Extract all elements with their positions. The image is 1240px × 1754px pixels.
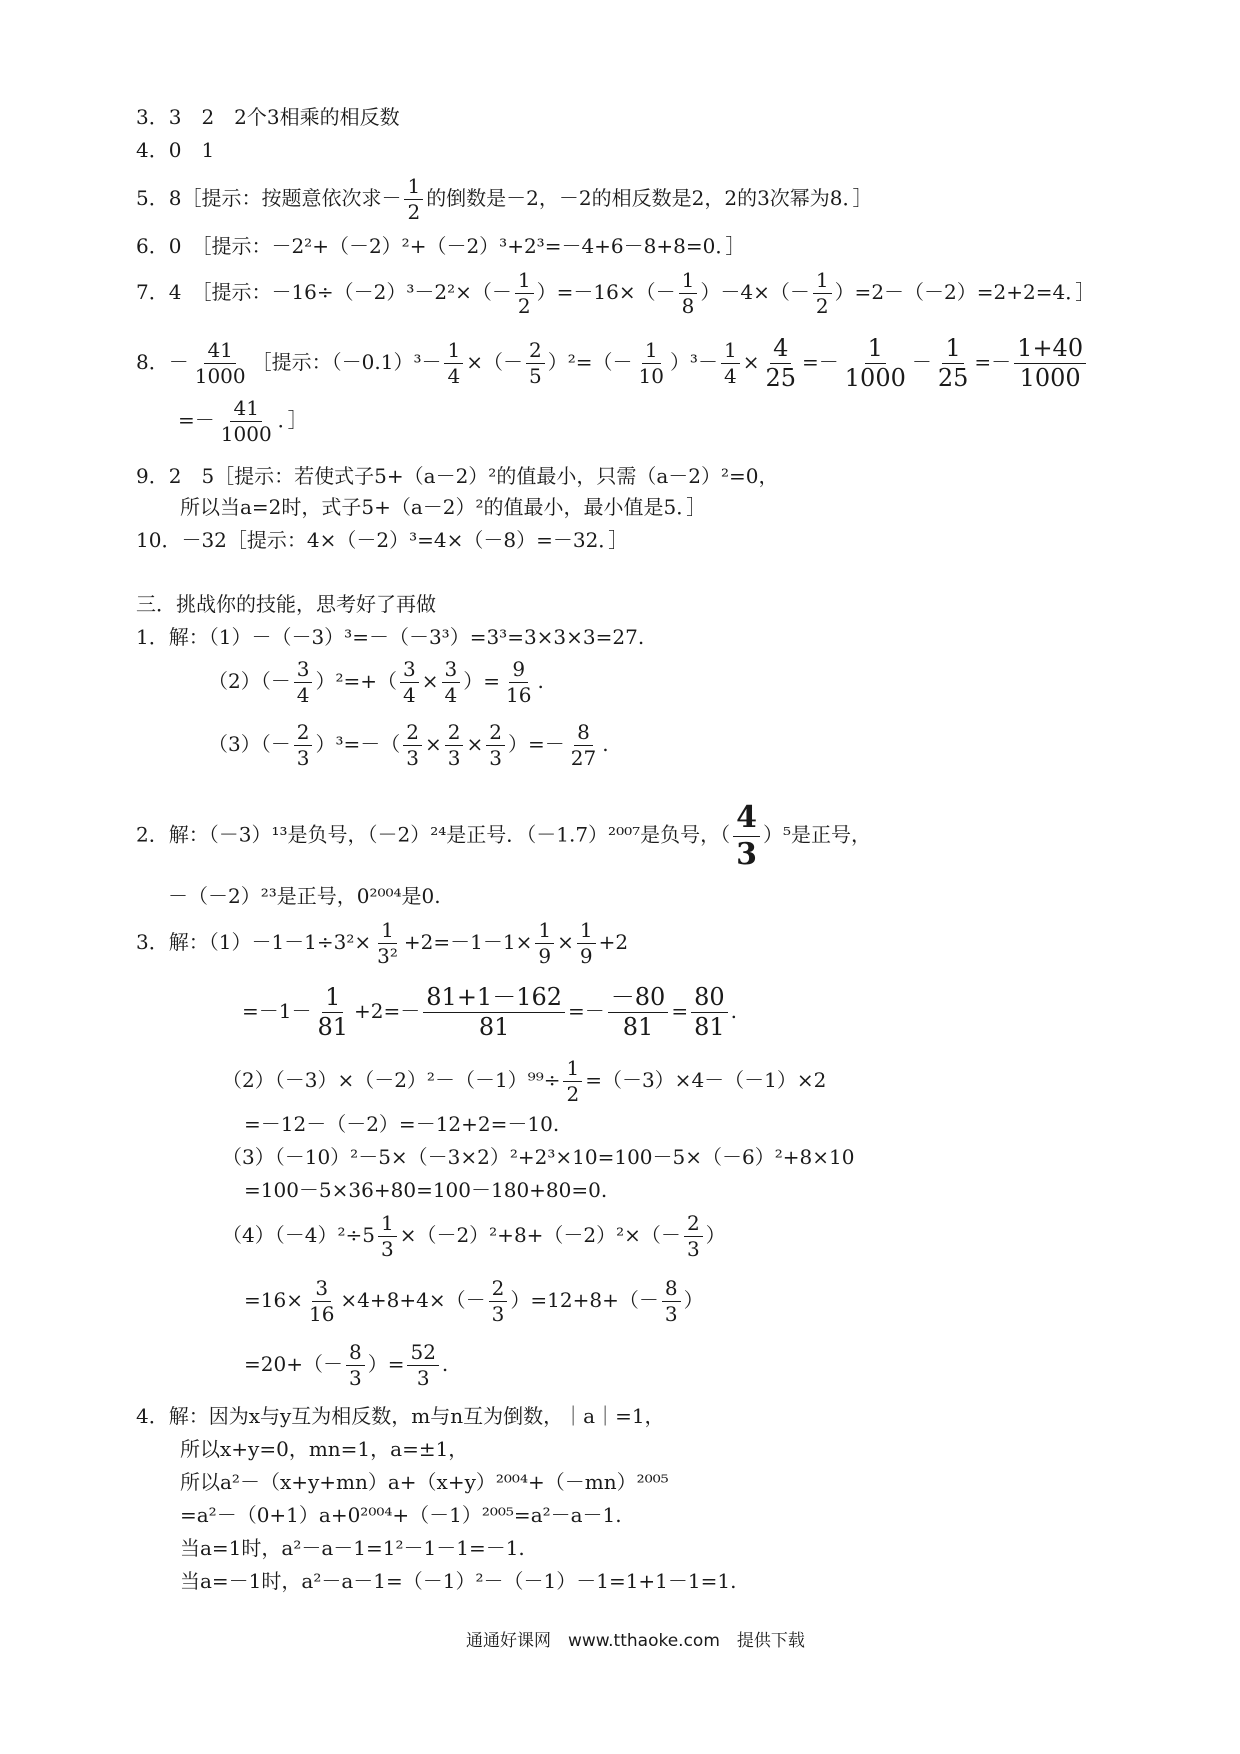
fraction: $\frac{9}{16}$ bbox=[506, 657, 532, 707]
answer-7: 7．4 ［提示：－16÷（－2）³－2²×（－ $\frac{1}{2}$ ）=－16×（－ $\frac{1}{8}$ ）－4×（－ $\frac{1}{2}$ ）=2－（－2）=2+2=4．］ bbox=[136, 268, 1096, 318]
answer-4: 4．0 1 bbox=[136, 138, 215, 162]
fraction: $\frac{1}{25}$ bbox=[937, 334, 969, 393]
fraction: $\frac{8}{27}$ bbox=[570, 720, 597, 770]
answer-3: 3．3 2 2个3相乘的相反数 bbox=[136, 105, 400, 129]
page-footer: 通通好课网 www.tthaoke.com 提供下载 bbox=[466, 1631, 805, 1651]
fraction: $\frac{1}{3}$ bbox=[378, 1213, 397, 1260]
fraction: $\frac{1}{81}$ bbox=[317, 983, 349, 1042]
fraction: $\frac{2}{3}$ bbox=[445, 722, 464, 769]
q3-part2-result: =－12－（－2）=－12+2=－10. bbox=[244, 1112, 560, 1136]
fraction: $\frac{1}{9}$ bbox=[535, 920, 554, 967]
answer-5: 5．8［提示：按题意依次求－ $\frac{1}{2}$ 的倒数是－2，－2的相反数是2，2的3次幂为8．］ bbox=[136, 174, 873, 224]
q1-part3: （3）（－ $\frac{2}{3}$ ）³=－（ $\frac{2}{3}$ × $\frac{2}{3}$ × $\frac{2}{3}$ ）=－ $\frac{8}{27}$ . bbox=[208, 720, 609, 770]
q3-part3-result: =100－5×36+80=100－180+80=0. bbox=[244, 1178, 608, 1202]
fraction: $\frac{1}{4}$ bbox=[444, 340, 463, 387]
fraction: $\frac{1}{4}$ bbox=[721, 340, 740, 387]
fraction: $\frac{8}{3}$ bbox=[662, 1278, 681, 1325]
answer-8: 8．－ $\frac{41}{1000}$ ［提示：（－0.1）³－ $\frac{1}{4}$ ×（－ $\frac{2}{5}$ ）²=（－ $\frac{1}{10}$ ）³－ $\frac{1}{4}$ × $\frac{4}{25}$ =－ $\frac{1}{1000}$ － $\frac{1}{25}$ =－ $\frac{1+40}{1000}$ bbox=[136, 336, 1089, 391]
fraction: $\frac{4}{25}$ bbox=[765, 334, 797, 393]
fraction: $\frac{2}{3}$ bbox=[684, 1213, 703, 1260]
q1-part2: （2）（－ $\frac{3}{4}$ ）²=+（ $\frac{3}{4}$ × $\frac{3}{4}$ ）= $\frac{9}{16}$ . bbox=[208, 657, 544, 707]
fraction: $\frac{2}{5}$ bbox=[526, 340, 545, 387]
q4-line4: =a²－（0+1）a+0²⁰⁰⁴+（－1）²⁰⁰⁵=a²－a－1. bbox=[180, 1503, 622, 1527]
q3-part4-step: =16× $\frac{3}{16}$ ×4+8+4×（－ $\frac{2}{3}$ ）=12+8+（－ $\frac{8}{3}$ ） bbox=[244, 1276, 704, 1326]
fraction: $\frac{2}{3}$ bbox=[486, 722, 505, 769]
fraction: $\frac{1}{2}$ bbox=[813, 270, 832, 317]
fraction: $\frac{3}{4}$ bbox=[400, 659, 419, 706]
fraction: $\frac{2}{3}$ bbox=[294, 722, 313, 769]
fraction: $\frac{3}{16}$ bbox=[308, 1276, 335, 1326]
answer-9: 9．2 5［提示：若使式子5+（a－2）²的值最小，只需（a－2）²=0， bbox=[136, 464, 779, 488]
q4-line5: 当a=1时，a²－a－1=1²－1－1=－1. bbox=[180, 1536, 525, 1560]
q4-line2: 所以x+y=0，mn=1，a=±1， bbox=[180, 1437, 469, 1461]
q2: 2．解：（－3）¹³是负号，（－2）²⁴是正号．（－1.7）²⁰⁰⁷是负号，（ $\frac{4}{3}$ ）⁵是正号， bbox=[136, 800, 872, 872]
q3-part1-result: =－1－ $\frac{1}{81}$ +2=－ $\frac{81+1-162}{81}$ =－ $\frac{-80}{81}$ = $\frac{80}{81}$ . bbox=[242, 983, 737, 1042]
fraction: $\frac{1}{2}$ bbox=[515, 270, 534, 317]
fraction: $\frac{-80}{81}$ bbox=[608, 985, 669, 1040]
q3-part4-result: =20+（－ $\frac{8}{3}$ ）= $\frac{52}{3}$ . bbox=[244, 1340, 449, 1390]
fraction: $\frac{2}{3}$ bbox=[403, 722, 422, 769]
q3-part4: （4）（－4）²÷5 $\frac{1}{3}$ ×（－2）²+8+（－2）²×（－ $\frac{2}{3}$ ） bbox=[222, 1211, 726, 1261]
fraction: $\frac{1}{1000}$ bbox=[844, 334, 906, 393]
fraction: $\frac{3}{4}$ bbox=[294, 659, 313, 706]
fraction: $\frac{41}{1000}$ bbox=[220, 396, 272, 446]
q4-line3: 所以a²－（x+y+mn）a+（x+y）²⁰⁰⁴+（－mn）²⁰⁰⁵ bbox=[180, 1470, 669, 1494]
fraction: $\frac{1}{2}$ bbox=[404, 176, 423, 223]
answer-10: 10．－32［提示：4×（－2）³=4×（－8）=－32．］ bbox=[136, 528, 629, 552]
fraction: $\frac{8}{3}$ bbox=[346, 1342, 365, 1389]
fraction: $\frac{41}{1000}$ bbox=[194, 338, 246, 389]
q3-part3: （3）（－10）²－5×（－3×2）²+2³×10=100－5×（－6）²+8×10 bbox=[222, 1145, 855, 1169]
fraction: $\frac{52}{3}$ bbox=[407, 1342, 438, 1389]
q3-part2: （2）（－3）×（－2）²－（－1）⁹⁹÷ $\frac{1}{2}$ =（－3）×4－（－1）×2 bbox=[222, 1056, 827, 1106]
answer-8-continued: =－ $\frac{41}{1000}$ ．］ bbox=[178, 396, 308, 446]
fraction: $\frac{4}{3}$ bbox=[733, 802, 760, 870]
q2-continued: －（－2）²³是正号，0²⁰⁰⁴是0. bbox=[168, 884, 441, 908]
fraction: $\frac{80}{81}$ bbox=[691, 985, 728, 1040]
answer-6: 6．0 ［提示：－2²+（－2）²+（－2）³+2³=－4+6－8+8=0．］ bbox=[136, 234, 746, 258]
fraction: $\frac{1+40}{1000}$ bbox=[1014, 336, 1086, 391]
fraction: $\frac{1}{8}$ bbox=[679, 270, 698, 317]
q4-line6: 当a=－1时，a²－a－1=（－1）²－（－1）－1=1+1－1=1. bbox=[180, 1569, 737, 1593]
q3-part1: 3．解：（1）－1－1÷3²× $\frac{1}{\text{3²}}$ +2=－1－1× $\frac{1}{9}$ × $\frac{1}{9}$ +2 bbox=[136, 918, 629, 968]
q1-part1: 1．解：（1）－（－3）³=－（－3³）=3³=3×3×3=27. bbox=[136, 625, 645, 649]
fraction: $\frac{1}{10}$ bbox=[638, 338, 664, 389]
section-title: 三．挑战你的技能，思考好了再做 bbox=[136, 592, 436, 616]
fraction: $\frac{1}{9}$ bbox=[577, 920, 596, 967]
q4-line1: 4．解：因为x与y互为相反数，m与n互为倒数，｜a｜=1， bbox=[136, 1404, 665, 1428]
fraction: $\frac{1}{\text{3²}}$ bbox=[377, 918, 398, 968]
fraction: $\frac{2}{3}$ bbox=[489, 1278, 508, 1325]
answer-9-continued: 所以当a=2时，式子5+（a－2）²的值最小，最小值是5．］ bbox=[180, 495, 707, 519]
fraction: $\frac{81+1-162}{81}$ bbox=[423, 985, 565, 1040]
fraction: $\frac{3}{4}$ bbox=[442, 659, 461, 706]
fraction: $\frac{1}{2}$ bbox=[563, 1058, 582, 1105]
